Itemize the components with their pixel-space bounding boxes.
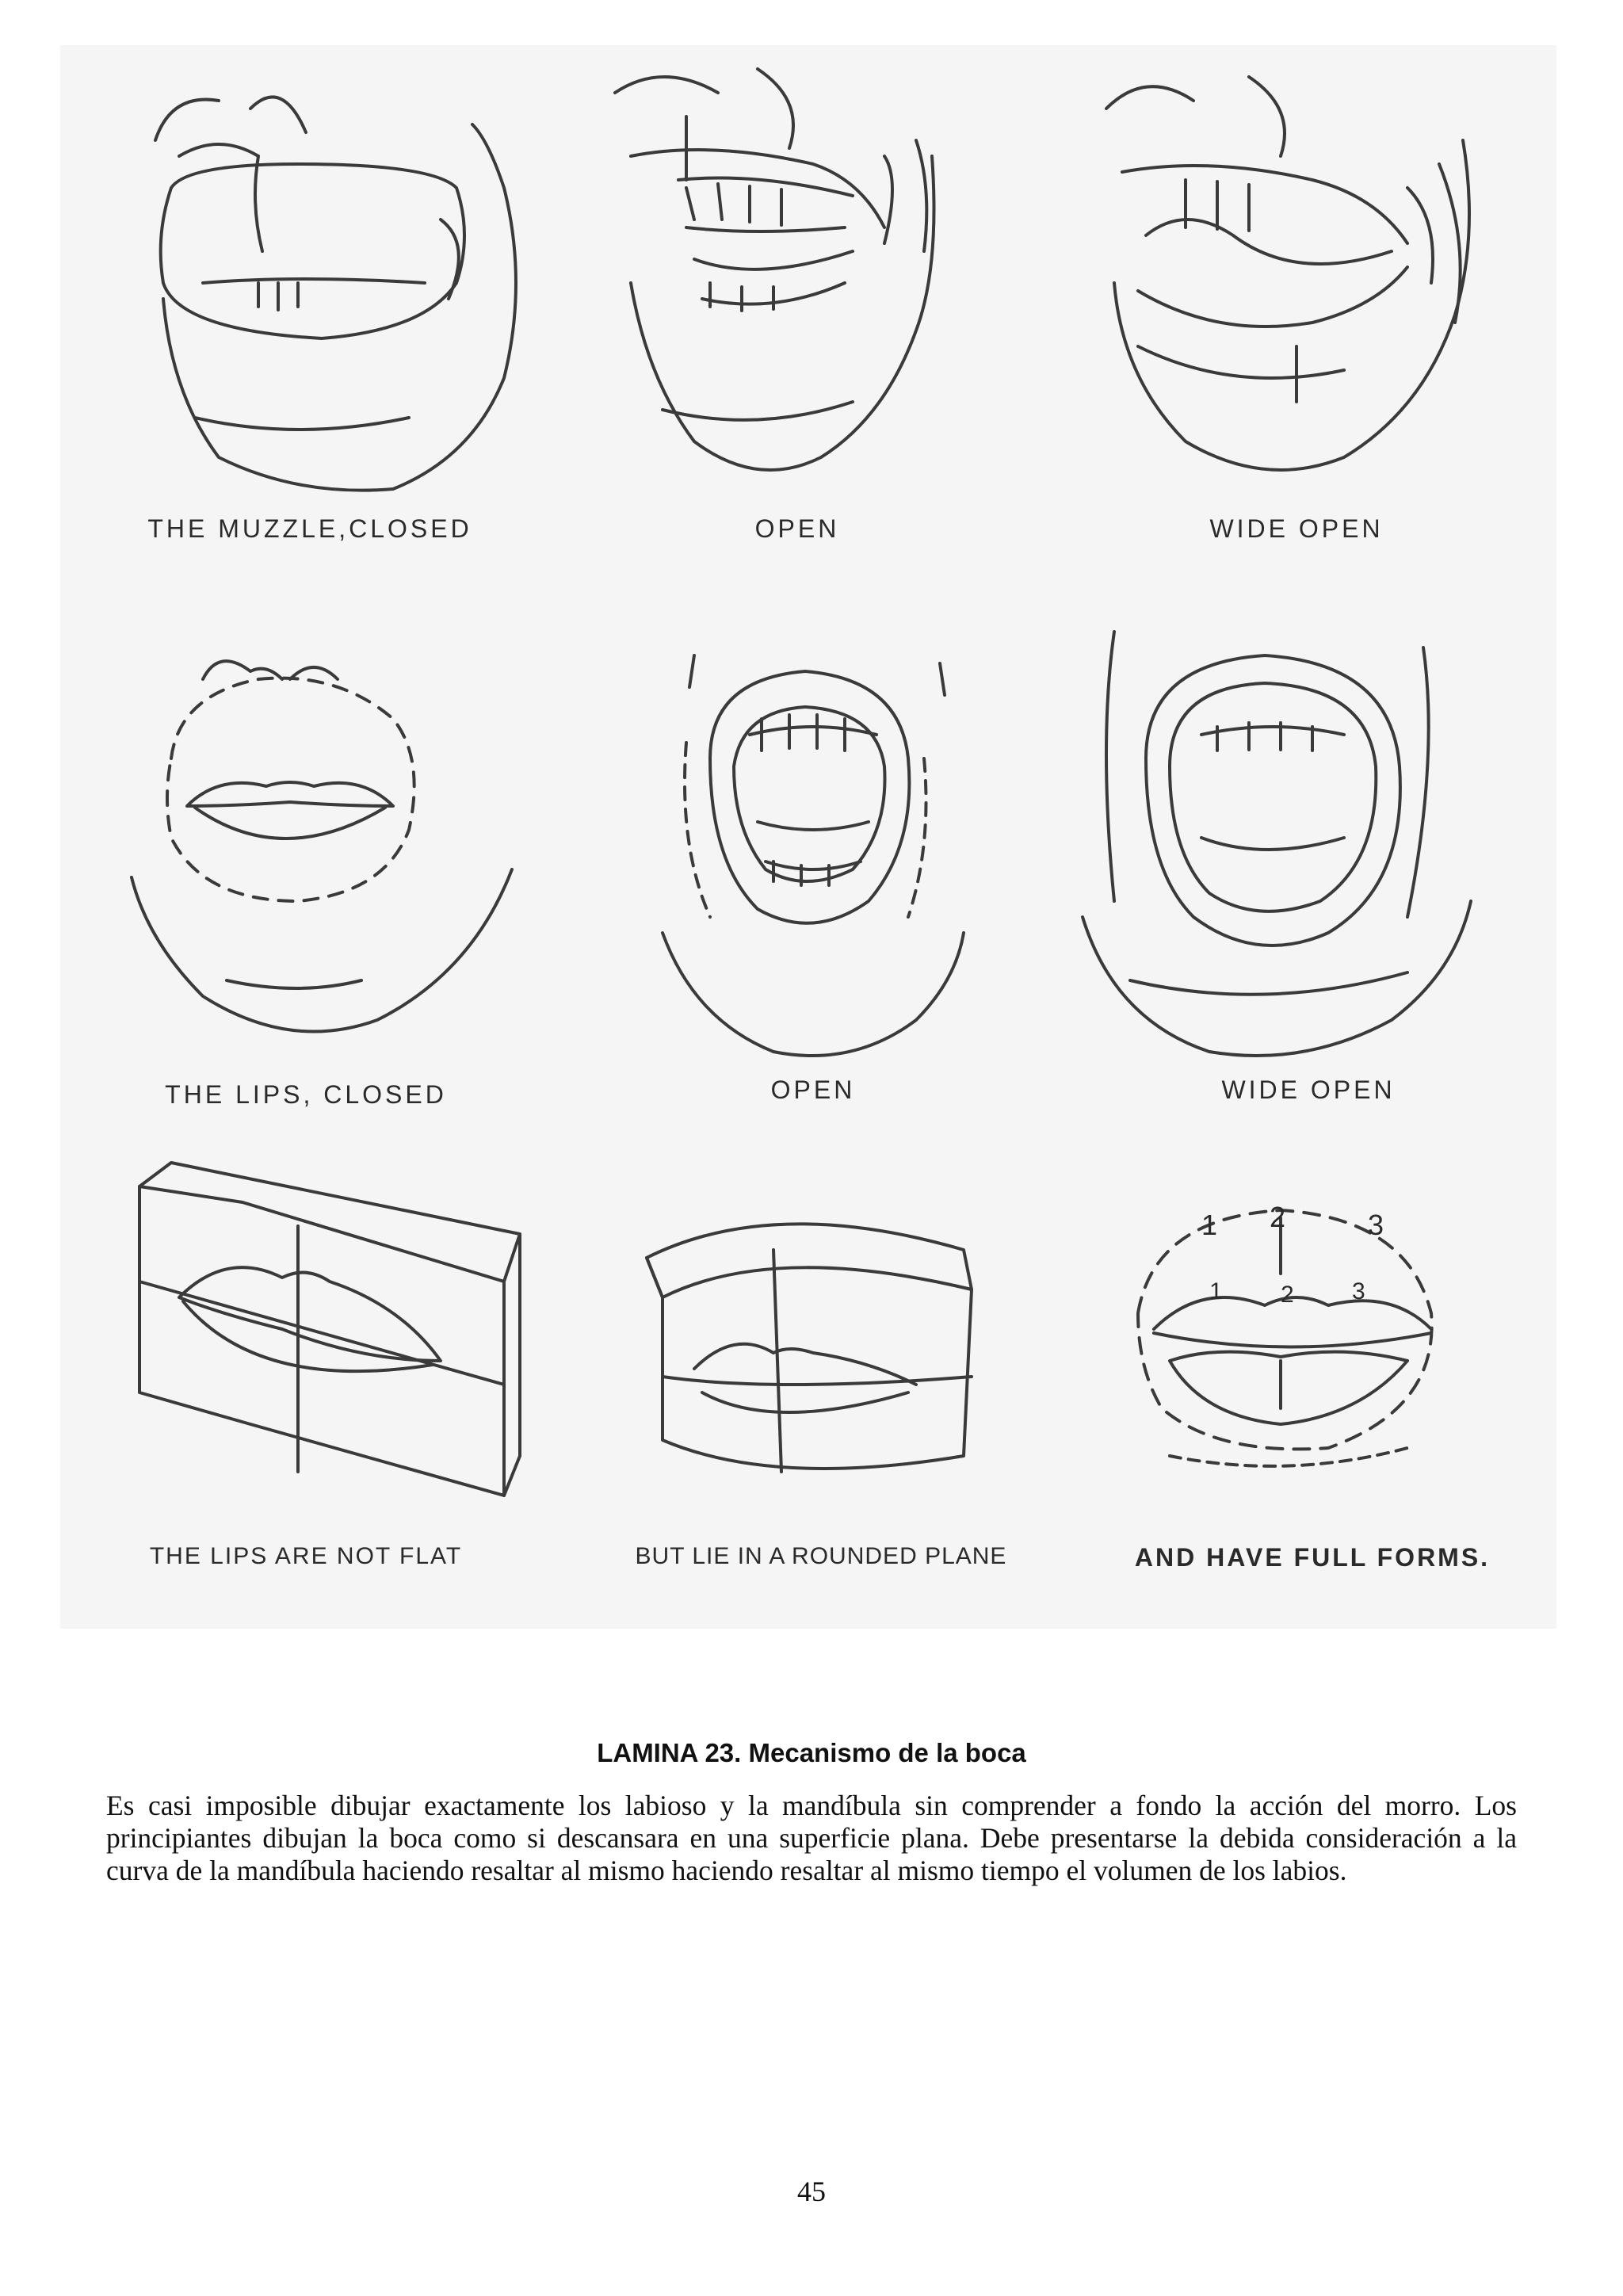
lips-open-drawing <box>663 655 964 1056</box>
illustration-plate <box>60 45 1556 1629</box>
page-number: 45 <box>797 2176 826 2207</box>
plate-title: LAMINA 23. Mecanismo de la boca <box>597 1738 1026 1767</box>
lip-number-3: 3 <box>1368 1209 1384 1241</box>
caption-muzzle-closed: THE MUZZLE,CLOSED <box>147 514 472 543</box>
muzzle-wide-open-drawing <box>1106 77 1469 470</box>
caption-lips-not-flat: THE LIPS ARE NOT FLAT <box>149 1543 463 1569</box>
lip-number-1b: 1 <box>1209 1278 1223 1305</box>
lips-closed-drawing <box>132 661 512 1031</box>
lip-number-2: 2 <box>1270 1201 1286 1233</box>
lips-flat-box-drawing <box>139 1163 520 1496</box>
lip-number-2b: 2 <box>1281 1282 1294 1308</box>
caption-rounded-plane: BUT LIE IN A ROUNDED PLANE <box>635 1543 1007 1569</box>
description-paragraph: Es casi imposible dibujar exactamente los labioso y la mandíbula sin comprender a fondo la acción del morro. Los principiantes dibujan la boca como si descansara en una superficie plana. Debe presentarse la debida consideración a la curva de la mandíbula haciendo resaltar al mismo haciendo resaltar al mismo tiempo el volumen de los labios. <box>106 1790 1517 1886</box>
caption-lips-open: OPEN <box>770 1075 856 1104</box>
lips-rounded-plane-drawing <box>647 1224 972 1472</box>
muzzle-open-drawing <box>615 69 934 470</box>
lip-number-3b: 3 <box>1352 1278 1365 1305</box>
caption-lips-closed: THE LIPS, CLOSED <box>165 1080 447 1109</box>
muzzle-closed-drawing <box>155 97 516 490</box>
lips-full-forms-drawing <box>1138 1210 1432 1466</box>
caption-full-forms: AND HAVE FULL FORMS. <box>1134 1543 1491 1572</box>
lips-wide-open-drawing <box>1083 632 1471 1056</box>
caption-lips-wide-open: WIDE OPEN <box>1221 1075 1396 1104</box>
caption-muzzle-wide-open: WIDE OPEN <box>1209 514 1384 543</box>
mouth-drawings <box>60 45 1556 1629</box>
caption-muzzle-open: OPEN <box>754 514 840 543</box>
lip-number-1: 1 <box>1201 1209 1218 1241</box>
